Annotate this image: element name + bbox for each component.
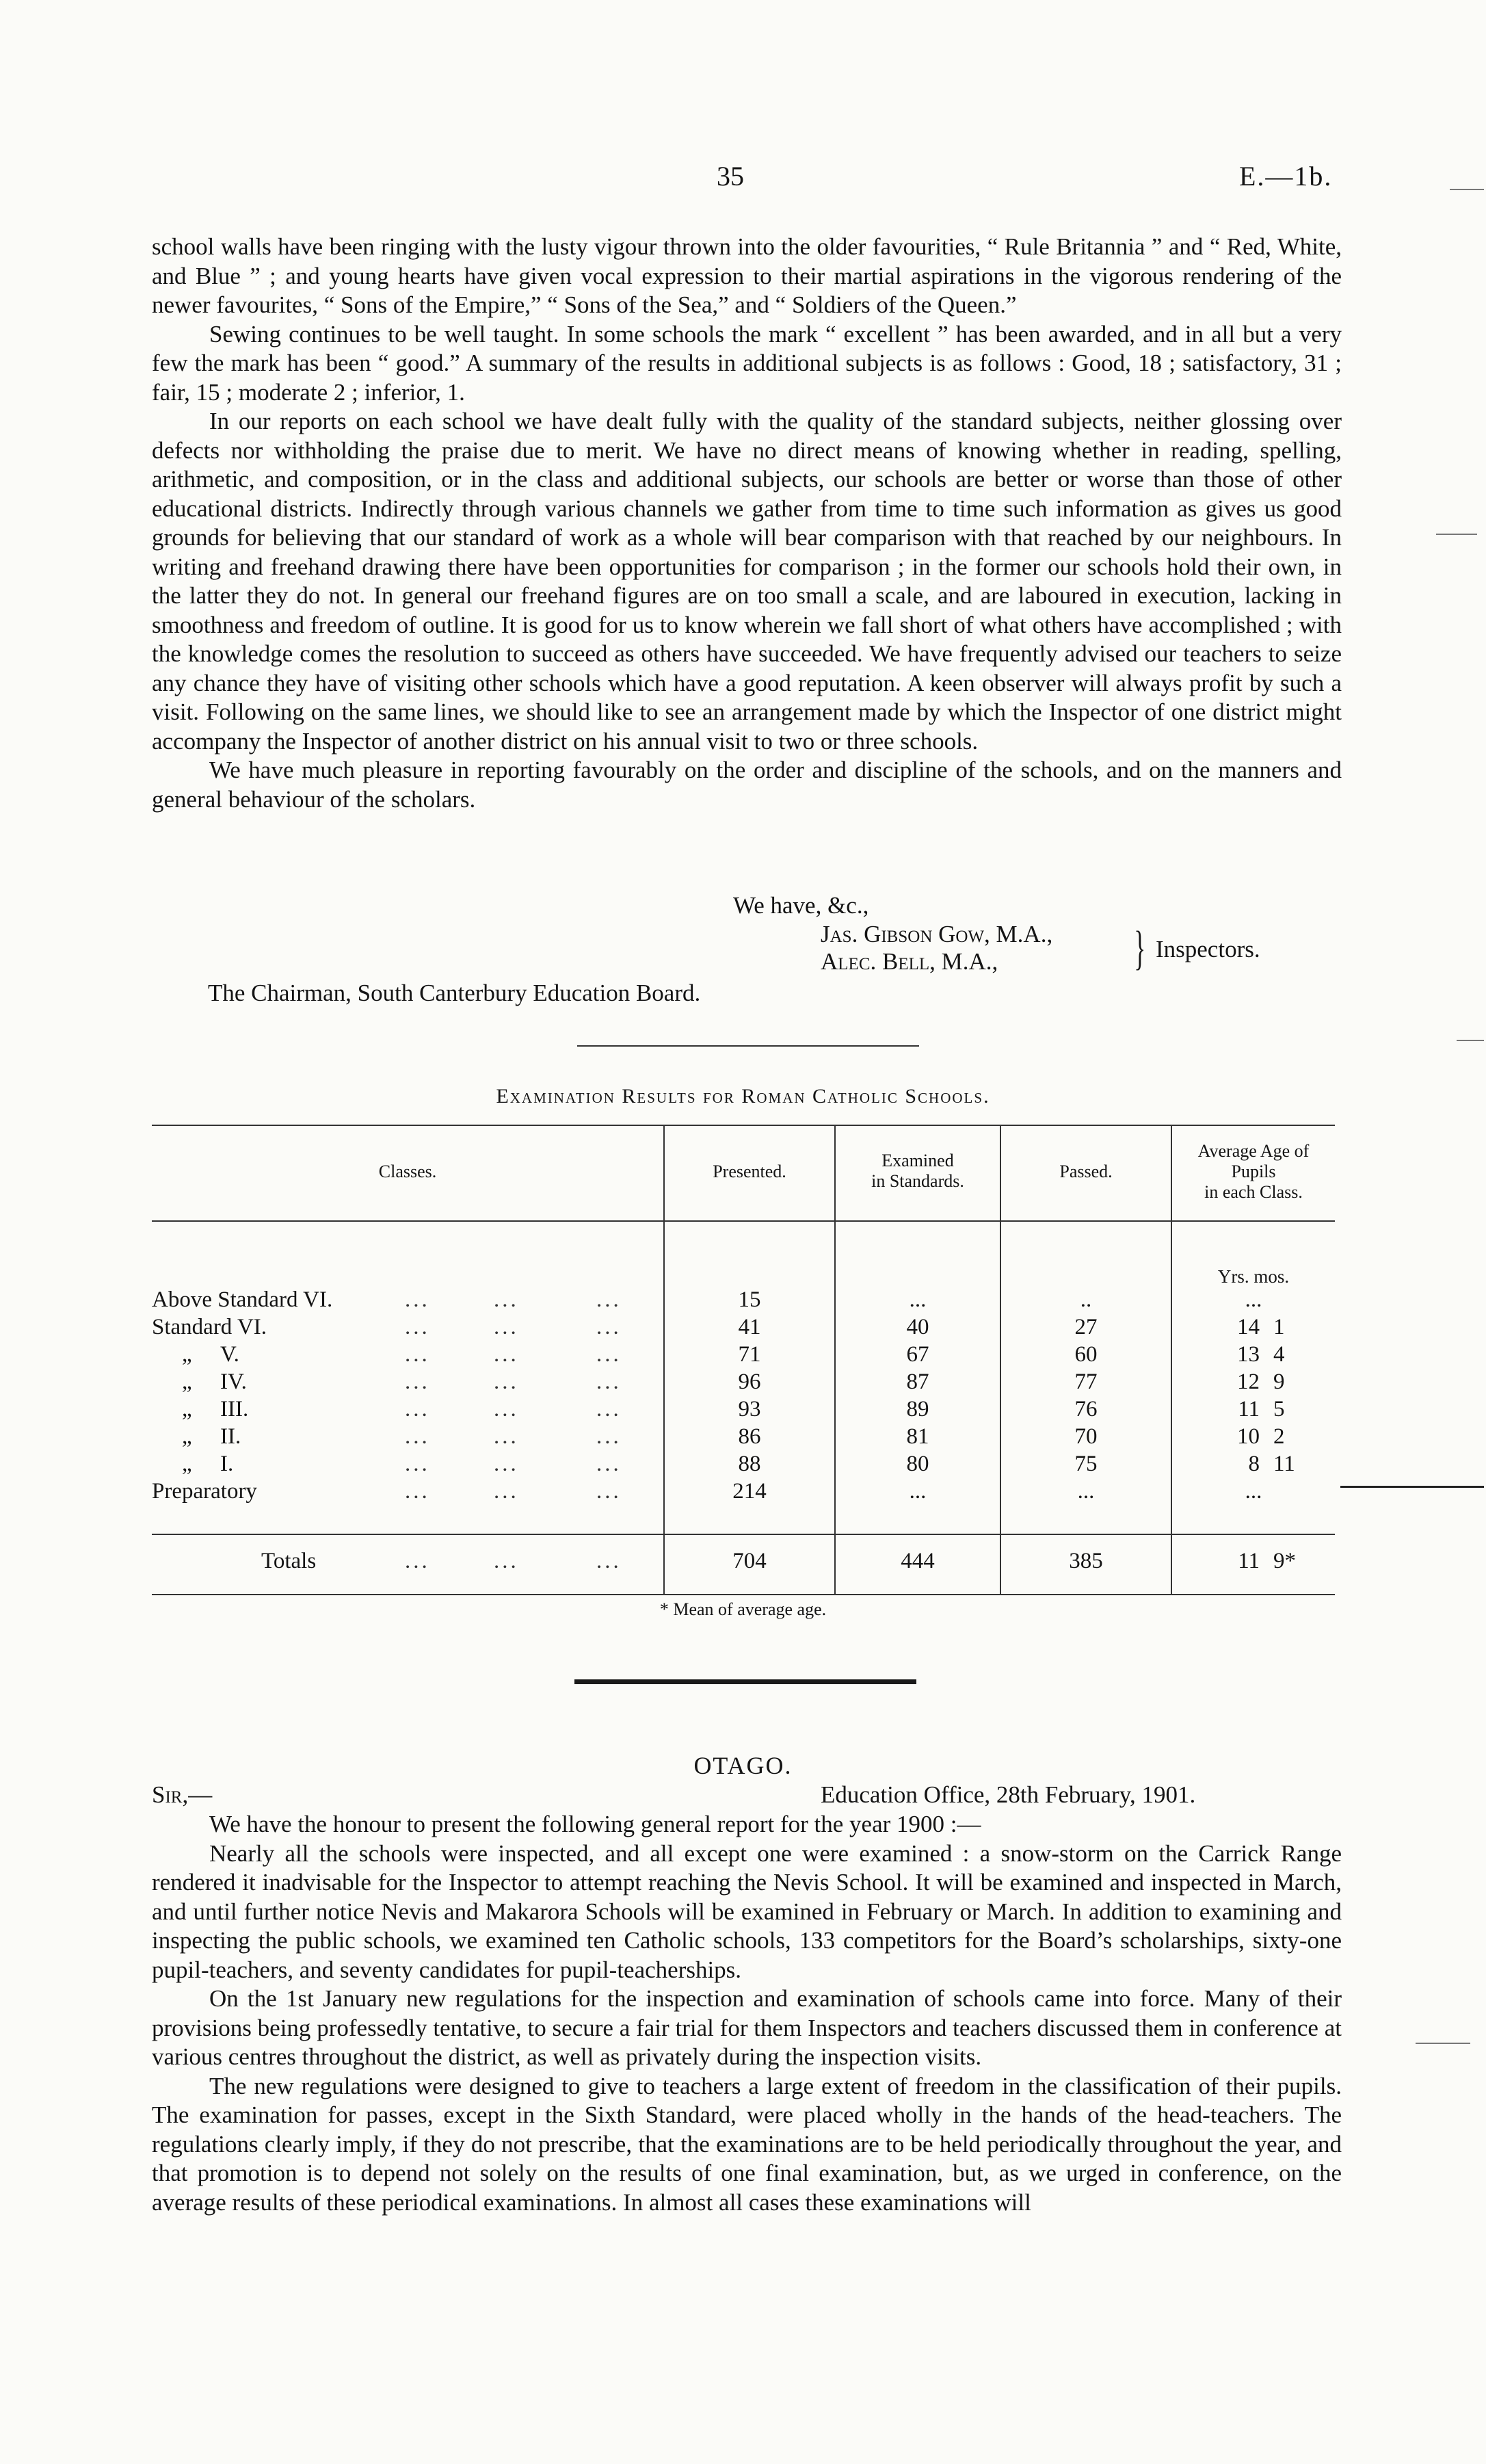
- report-body: [152, 233, 1342, 814]
- dot-leader: ...: [494, 1424, 519, 1449]
- paragraph-discipline: We have much pleasure in reporting favourably on the order and discipline of the schools, and on the manners and general behaviour of the scholars.: [152, 757, 1342, 813]
- cell-examined: 67: [906, 1342, 929, 1367]
- header-average-age: [1172, 1141, 1335, 1203]
- paragraph-freedom: The new regulations were designed to give to teachers a large extent of freedom in the classification of their pupils. The examination for passes, except in the Sixth Standard, were placed wholly in the hands of the head-teachers. The regulations clearly imply, if they do not prescribe, that the examinations are to be held periodically throughout the year, and that promotion is to depend not solely on the results of one final examination, but, as we urged in conference, on the average results of these periodical examinations. In almost all cases these examinations will: [152, 2072, 1342, 2216]
- cell-passed: ..: [1080, 1287, 1092, 1312]
- dot-leader: ...: [494, 1315, 519, 1339]
- dot-leader: ...: [596, 1369, 622, 1394]
- paragraph-inspected: Nearly all the schools were inspected, and all except one were examined : a snow-storm on the Carrick Range rendered it inadvisable for the Inspector to attempt reaching the Nevis School. It will be examined and inspected in March, and until further notice Nevis and Makarora Schools will be examined in February or March. In addition to examining and inspecting the public schools, we examined ten Catholic schools, 133 competitors for the Board’s scholarships, sixty-one pupil-teachers, and seventy candidates for pupil-teacherships.: [152, 1839, 1342, 1983]
- paragraph-honour: We have the honour to present the following general report for the year 1900 :—: [209, 1811, 981, 1837]
- dot-leader: ...: [494, 1479, 519, 1504]
- cell-age-years: 8: [1248, 1452, 1260, 1476]
- cell-presented: 96: [738, 1369, 761, 1394]
- scan-mark: [1340, 1486, 1484, 1488]
- class-label: IV.: [220, 1369, 247, 1394]
- results-table: [152, 1125, 1335, 1597]
- header-age-line3: in each Class.: [1204, 1182, 1303, 1202]
- cell-presented: 93: [738, 1397, 761, 1421]
- cell-age-months: 11: [1273, 1452, 1295, 1476]
- table-footnote: * Mean of average age.: [659, 1599, 827, 1619]
- ditto-mark: „: [182, 1397, 192, 1421]
- dot-leader: ...: [596, 1287, 622, 1312]
- otago-heading: OTAGO.: [693, 1752, 793, 1779]
- header-age-line1: Average Age of: [1197, 1141, 1310, 1161]
- dot-leader: ...: [405, 1287, 430, 1312]
- totals-leader: ...: [494, 1549, 519, 1573]
- salutation: Sir,—: [152, 1781, 213, 1808]
- header-examined-line2: in Standards.: [871, 1171, 964, 1191]
- header-classes: Classes.: [378, 1162, 437, 1181]
- section-divider: [577, 1045, 919, 1047]
- cell-passed: 60: [1074, 1342, 1098, 1367]
- header-examined: [836, 1151, 1000, 1192]
- dateline: Education Office, 28th February, 1901.: [821, 1781, 1196, 1808]
- class-label: Above Standard VI.: [152, 1287, 333, 1312]
- dot-leader: ...: [494, 1397, 519, 1421]
- dot-leader: ...: [596, 1424, 622, 1449]
- signatory-role: Inspectors.: [1156, 936, 1260, 962]
- cell-presented: 214: [732, 1479, 767, 1504]
- header-examined-line1: Examined: [881, 1151, 954, 1170]
- cell-presented: 41: [738, 1315, 761, 1339]
- paragraph-songs: school walls have been ringing with the lusty vigour thrown into the older favourities, “ Rule Britannia ” and “ Red, White, and Blue ” ; and young hearts have given vocal expression to their martial aspirations in the vigorous rendering of the newer favourites, “ Sons of the Empire,” “ Sons of the Sea,” and “ Soldiers of the Queen.”: [152, 233, 1342, 318]
- cell-presented: 71: [738, 1342, 761, 1367]
- header-presented: Presented.: [713, 1162, 786, 1181]
- signatory-bell: Alec. Bell, M.A.,: [821, 948, 998, 975]
- closing-phrase: We have, &c.,: [733, 892, 869, 919]
- addressee: The Chairman, South Canterbury Education Board.: [208, 980, 701, 1006]
- table-totals-rule: [152, 1534, 1335, 1535]
- totals-presented: 704: [732, 1549, 767, 1573]
- cell-examined: 81: [906, 1424, 929, 1449]
- dot-leader: ...: [405, 1369, 430, 1394]
- section-rule: [574, 1679, 916, 1684]
- cell-age-years: ...: [1245, 1479, 1262, 1504]
- scan-mark: [1436, 534, 1477, 535]
- cell-examined: 80: [906, 1452, 929, 1476]
- dot-leader: ...: [405, 1397, 430, 1421]
- totals-label: Totals: [261, 1549, 317, 1573]
- cell-passed: 75: [1074, 1452, 1098, 1476]
- cell-age-months: 2: [1273, 1424, 1285, 1449]
- cell-passed: 70: [1074, 1424, 1098, 1449]
- signatories: [821, 921, 1052, 975]
- dot-leader: ...: [596, 1315, 622, 1339]
- cell-age-years: 12: [1237, 1369, 1260, 1394]
- cell-examined: ...: [909, 1479, 927, 1504]
- cell-presented: 15: [738, 1287, 761, 1312]
- dot-leader: ...: [405, 1479, 430, 1504]
- cell-examined: 40: [906, 1315, 929, 1339]
- totals-leader: ...: [405, 1549, 430, 1573]
- cell-examined: 87: [906, 1369, 929, 1394]
- dot-leader: ...: [494, 1287, 519, 1312]
- dot-leader: ...: [405, 1315, 430, 1339]
- dot-leader: ...: [596, 1479, 622, 1504]
- totals-examined: 444: [901, 1549, 935, 1573]
- cell-presented: 86: [738, 1424, 761, 1449]
- page-number: 35: [717, 161, 744, 192]
- scan-mark: [1457, 1040, 1484, 1041]
- dot-leader: ...: [596, 1342, 622, 1367]
- class-label: Preparatory: [152, 1479, 257, 1504]
- class-label: Standard VI.: [152, 1315, 267, 1339]
- cell-passed: 76: [1074, 1397, 1098, 1421]
- ditto-mark: „: [182, 1369, 192, 1394]
- cell-examined: ...: [909, 1287, 927, 1312]
- cell-age-years: 14: [1237, 1315, 1260, 1339]
- totals-passed: 385: [1069, 1549, 1103, 1573]
- age-units-label: Yrs. mos.: [1217, 1266, 1290, 1287]
- table-title: Examination Results for Roman Catholic Schools.: [496, 1085, 990, 1108]
- dot-leader: ...: [596, 1452, 622, 1476]
- paragraph-regulations: On the 1st January new regulations for the inspection and examination of schools came into force. Many of their provisions being professedly tentative, to secure a fair trial for them Inspectors and teachers discussed them in conference at various centres throughout the district, as well as privately during the inspection visits.: [152, 1985, 1342, 2070]
- ditto-mark: „: [182, 1342, 192, 1367]
- scan-mark: [1416, 2043, 1470, 2044]
- cell-age-years: 13: [1237, 1342, 1260, 1367]
- dot-leader: ...: [405, 1342, 430, 1367]
- dot-leader: ...: [494, 1342, 519, 1367]
- cell-age-years: 11: [1238, 1397, 1260, 1421]
- dot-leader: ...: [405, 1452, 430, 1476]
- ditto-mark: „: [182, 1452, 192, 1476]
- totals-leader: ...: [596, 1549, 622, 1573]
- paragraph-sewing: Sewing continues to be well taught. In some schools the mark “ excellent ” has been awarded, and in all but a very few the mark has been “ good.” A summary of the results in additional subjects is as follows : Good, 18 ; satisfactory, 31 ; fair, 15 ; moderate 2 ; inferior, 1.: [152, 320, 1342, 406]
- dot-leader: ...: [596, 1397, 622, 1421]
- class-label: V.: [220, 1342, 239, 1367]
- table-bottom-rule: [152, 1594, 1335, 1595]
- header-passed: Passed.: [1059, 1162, 1113, 1181]
- cell-age-years: 10: [1237, 1424, 1260, 1449]
- dot-leader: ...: [494, 1369, 519, 1394]
- class-label: II.: [220, 1424, 241, 1449]
- cell-age-months: 9: [1273, 1369, 1285, 1394]
- otago-report-body: [152, 1810, 1342, 2217]
- dot-leader: ...: [405, 1424, 430, 1449]
- header-age-line2: Pupils: [1231, 1162, 1276, 1181]
- signature-brace: }: [1134, 922, 1146, 975]
- class-label: I.: [220, 1452, 234, 1476]
- cell-passed: 27: [1074, 1315, 1098, 1339]
- table-top-rule: [152, 1125, 1335, 1126]
- cell-age-months: 1: [1273, 1315, 1285, 1339]
- signatory-gow: Jas. Gibson Gow, M.A.,: [821, 921, 1053, 947]
- cell-presented: 88: [738, 1452, 761, 1476]
- document-code-text: E.—1b.: [1239, 161, 1333, 192]
- paragraph-reports: In our reports on each school we have dealt fully with the quality of the standard subjects, neither glossing over defects nor withholding the praise due to merit. We have no direct means of knowing whether in reading, spelling, arithmetic, and composition, or in the class and additional subjects, our schools are better or worse than those of other educational districts. Indirectly through various channels we gather from time to time such information as gives us good grounds for believing that our standard of work as a whole will bear comparison with that reached by our neighbours. In writing and freehand drawing there have been opportunities for comparison ; in the former our schools hold their own, in the latter they do not. In general our freehand figures are on too small a scale, and are laboured in execution, lacking in smoothness and freedom of outline. It is good for us to know wherein we fall short of what others have accomplished ; with the knowledge comes the resolution to succeed as others have succeeded. We have frequently advised our teachers to seize any chance they have of visiting other schools which have a good reputation. A keen observer will always profit by such a visit. Following on the same lines, we should like to see an arrangement made by which the Inspector of one district might accompany the Inspector of another district on his annual visit to two or three schools.: [152, 408, 1342, 755]
- scan-mark: [1450, 189, 1484, 190]
- cell-passed: ...: [1077, 1479, 1095, 1504]
- cell-passed: 77: [1074, 1369, 1098, 1394]
- class-label: III.: [220, 1397, 249, 1421]
- totals-months: 9*: [1273, 1549, 1296, 1573]
- document-code: [1239, 160, 1332, 192]
- totals-years: 11: [1238, 1549, 1260, 1573]
- cell-age-years: ...: [1245, 1287, 1262, 1312]
- cell-examined: 89: [906, 1397, 929, 1421]
- table-header-rule: [152, 1220, 1335, 1222]
- dot-leader: ...: [494, 1452, 519, 1476]
- ditto-mark: „: [182, 1424, 192, 1449]
- cell-age-months: 4: [1273, 1342, 1285, 1367]
- cell-age-months: 5: [1273, 1397, 1285, 1421]
